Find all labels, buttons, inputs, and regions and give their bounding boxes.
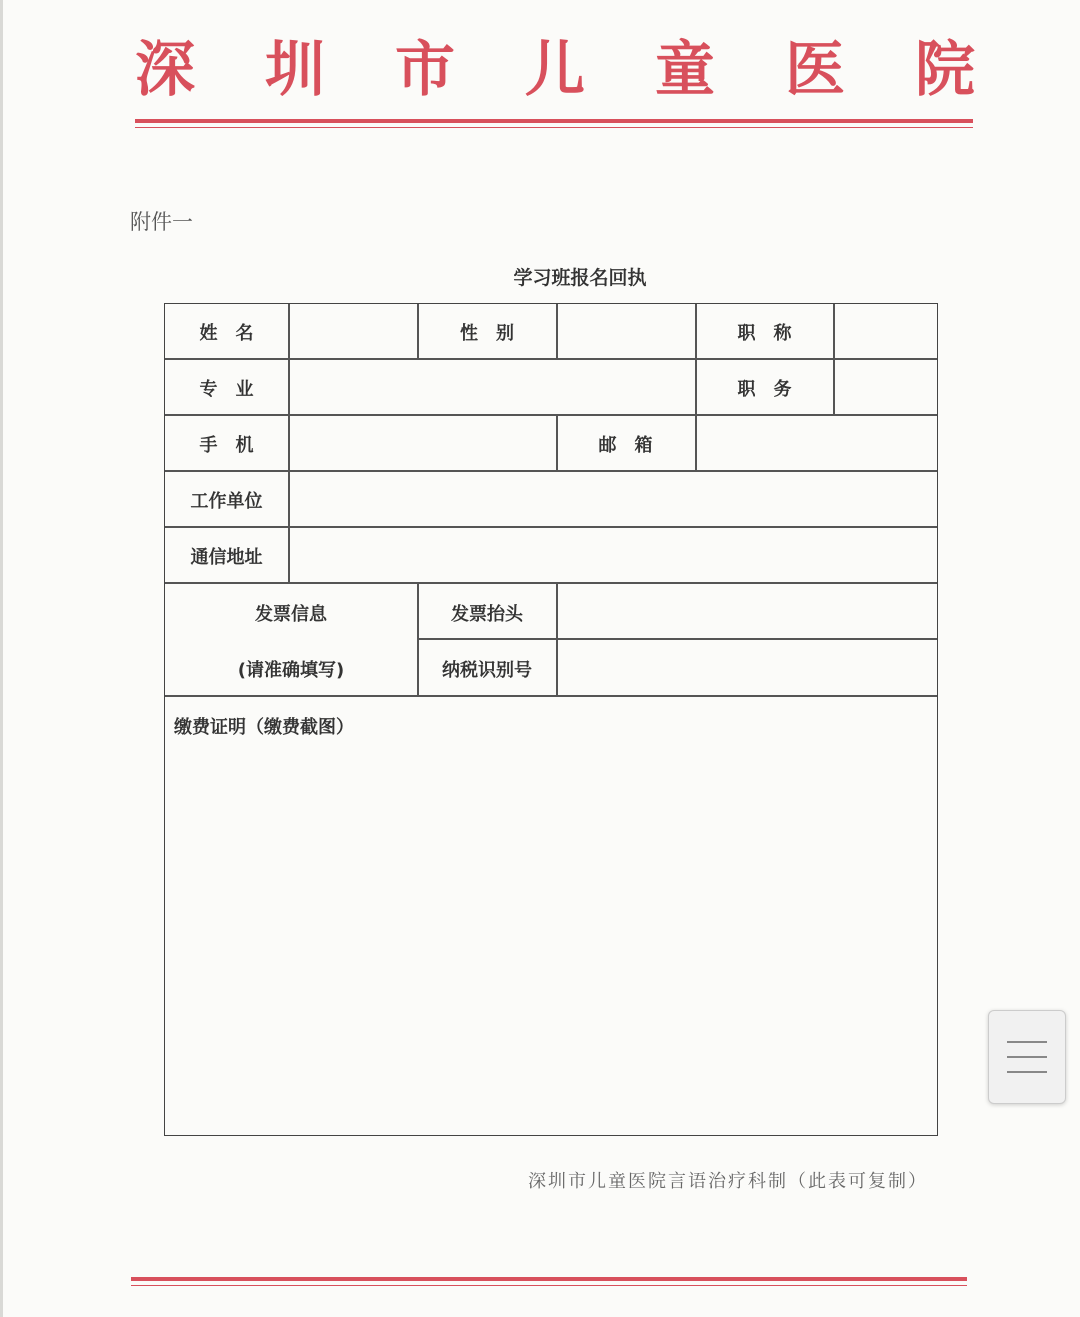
employer-field[interactable]	[290, 473, 935, 524]
label-name: 姓 名	[199, 323, 254, 344]
label-employer: 工作单位	[190, 491, 263, 512]
label-invoice-info: 发票信息	[255, 604, 327, 625]
hamburger-menu-icon[interactable]	[988, 1010, 1066, 1104]
page-edge	[0, 0, 3, 1317]
gender-field[interactable]	[558, 306, 694, 357]
letterhead-char: 深	[135, 35, 195, 105]
label-major: 专 业	[199, 379, 254, 400]
major-field[interactable]	[290, 361, 694, 412]
letterhead-title	[135, 30, 975, 110]
form-title: 学习班报名回执	[513, 267, 647, 289]
label-payment-proof: 缴费证明（缴费截图）	[174, 717, 354, 738]
position-field[interactable]	[835, 361, 935, 412]
label-invoice-note: (请准确填写)	[237, 660, 345, 681]
letterhead-char: 儿	[525, 35, 585, 105]
phone-field[interactable]	[290, 417, 555, 468]
registration-form-table	[164, 303, 938, 1136]
label-position: 职 务	[737, 379, 792, 400]
label-email: 邮 箱	[598, 435, 653, 456]
letterhead-char: 市	[395, 35, 455, 105]
footer-rule-thick	[131, 1277, 967, 1281]
payment-proof-area[interactable]	[167, 744, 935, 1132]
tax-id-field[interactable]	[558, 641, 935, 693]
email-field[interactable]	[697, 417, 935, 468]
footer-rule-thin	[131, 1285, 967, 1286]
address-field[interactable]	[290, 529, 935, 580]
letterhead-rule-thick	[135, 119, 973, 123]
letterhead-char: 医	[785, 35, 845, 105]
invoice-header-field[interactable]	[558, 585, 935, 637]
label-invoice-header: 发票抬头	[451, 604, 523, 625]
label-phone: 手 机	[199, 435, 254, 456]
label-address: 通信地址	[190, 547, 263, 568]
attachment-label: 附件一	[130, 210, 193, 234]
label-gender: 性 别	[460, 323, 514, 344]
footer-note: 深圳市儿童医院言语治疗科制（此表可复制）	[528, 1171, 928, 1192]
label-title: 职 称	[737, 323, 792, 344]
title-field[interactable]	[835, 306, 935, 357]
label-tax-id: 纳税识别号	[442, 660, 532, 681]
letterhead-char: 童	[655, 35, 715, 105]
letterhead-char: 圳	[265, 35, 325, 105]
letterhead-char: 院	[915, 35, 975, 105]
letterhead-rule-thin	[135, 127, 973, 128]
name-field[interactable]	[290, 306, 416, 357]
